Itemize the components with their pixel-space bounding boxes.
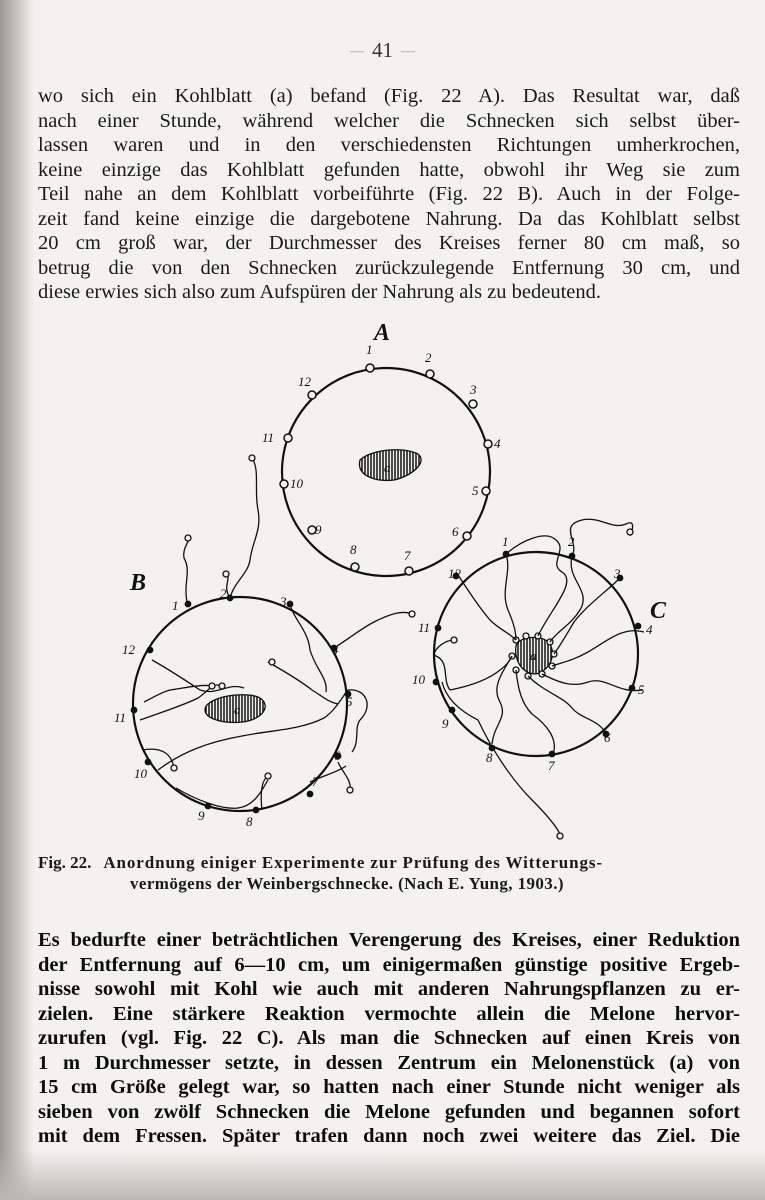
position-number: 3	[614, 566, 621, 581]
position-number: 12	[298, 374, 311, 389]
position-number: 9	[442, 716, 449, 731]
food-label-a: a	[384, 460, 391, 475]
position-number: 6	[334, 748, 341, 763]
text-line: wo sich ein Kohlblatt (a) befand (Fig. 22 A). Das Resultat war, daß	[38, 85, 740, 107]
position-number: 3	[470, 382, 477, 397]
position-number: 12	[122, 642, 135, 657]
snake-experiment-svg	[112, 310, 692, 845]
figure-number: Fig. 22.	[38, 853, 92, 872]
panel-c-label: C	[650, 598, 667, 624]
position-number: 8	[246, 814, 253, 829]
position-number: 3	[280, 594, 287, 609]
position-number: 5	[472, 483, 479, 498]
text-line: Teil nahe an dem Kohlblatt vorbeiführte (Fig. 22 B). Auch in der Folge-	[38, 183, 740, 205]
position-number: 8	[350, 542, 357, 557]
food-label-b: a	[234, 702, 241, 717]
position-number: 10	[290, 476, 303, 491]
food-label-c: a	[530, 648, 537, 663]
caption-text-1: Anordnung einiger Experimente zur Prüfung des Witterungs-	[103, 853, 603, 872]
page-shadow-left	[0, 0, 34, 1200]
position-number: 10	[412, 672, 425, 687]
text-line: diese erwies sich also zum Aufspüren der Nahrung als zu bedeutend.	[38, 281, 602, 303]
text-line: 15 cm Größe gelegt war, so hatten nach einer Stunde nicht weniger als	[38, 1076, 740, 1098]
position-number: 4	[646, 622, 653, 637]
page-number-row: — 41 —	[350, 38, 415, 62]
position-number: 1	[366, 342, 373, 357]
position-number: 11	[418, 620, 431, 635]
text-line: zeit fand keine einzige die dargebotene Nahrung. Da das Kohlblatt selbst	[38, 207, 740, 230]
position-number: 2	[425, 350, 432, 365]
position-number: 10	[134, 766, 147, 781]
panel-a-label: A	[374, 320, 391, 346]
position-number: 6	[604, 730, 611, 745]
position-number: 1	[172, 598, 179, 613]
text-line: zielen. Eine stärkere Reaktion vermochte allein die Melone hervor-	[38, 1002, 740, 1025]
figure-caption	[38, 852, 740, 894]
position-number: 5	[346, 694, 353, 709]
position-number: 4	[494, 436, 501, 451]
text-line: nach einer Stunde, während welcher die Schnecken sich selbst über-	[38, 109, 740, 132]
position-number: 12	[448, 566, 461, 581]
text-line: der Entfernung auf 6—10 cm, um einigermaßen günstige positive Ergeb-	[38, 953, 740, 976]
position-number: 11	[114, 710, 127, 725]
page-number: 41	[372, 38, 393, 62]
text-line: lassen waren und in den verschiedensten Richtungen umherkrochen,	[38, 134, 740, 156]
position-number: 7	[548, 758, 555, 773]
position-number: 9	[198, 808, 205, 823]
caption-line-1	[38, 852, 740, 873]
position-number: 2	[220, 586, 227, 601]
panel-b-label: B	[130, 570, 147, 596]
text-line: betrug die von den Schnecken zurückzulegende Entfernung 30 cm, und	[38, 256, 740, 279]
figure-22-diagram	[112, 310, 692, 845]
position-number: 4	[332, 642, 339, 657]
panel-c	[412, 519, 667, 839]
position-number: 6	[452, 524, 459, 539]
position-number: 7	[404, 548, 411, 563]
text-line: zurufen (vgl. Fig. 22 C). Als man die Schnecken auf einen Kreis von	[38, 1027, 740, 1049]
position-number: 8	[486, 750, 493, 765]
caption-line-2: vermögens der Weinbergschnecke. (Nach E. Yung, 1903.)	[130, 874, 564, 893]
text-line: Es bedurfte einer beträchtlichen Verengerung des Kreises, einer Reduktion	[38, 929, 740, 951]
position-number: 11	[262, 430, 275, 445]
text-line: 1 m Durchmesser setzte, in dessen Zentrum ein Melonenstück (a) von	[38, 1051, 740, 1074]
position-number: 2	[568, 534, 575, 549]
page-shadow-bottom	[0, 1150, 765, 1200]
position-number: 9	[315, 522, 322, 537]
position-number: 1	[502, 534, 509, 549]
panel-a	[262, 320, 501, 576]
panel-b	[114, 455, 415, 829]
text-line: 20 cm groß war, der Durchmesser des Kreises ferner 80 cm maß, so	[38, 232, 740, 254]
text-line: sieben von zwölf Schnecken die Melone gefunden und begannen sofort	[38, 1100, 740, 1123]
position-number: 5	[638, 682, 645, 697]
text-line: keine einzige das Kohlblatt gefunden hatte, obwohl ihr Weg sie zum	[38, 158, 740, 181]
paragraph-bottom	[38, 928, 740, 1149]
text-line: mit dem Fressen. Später trafen dann noch zwei weitere das Ziel. Die	[38, 1125, 740, 1147]
text-line: nisse sowohl mit Kohl wie auch mit anderen Nahrungspflanzen zu er-	[38, 978, 740, 1000]
position-number: 7	[312, 774, 319, 789]
paragraph-top	[38, 84, 740, 305]
